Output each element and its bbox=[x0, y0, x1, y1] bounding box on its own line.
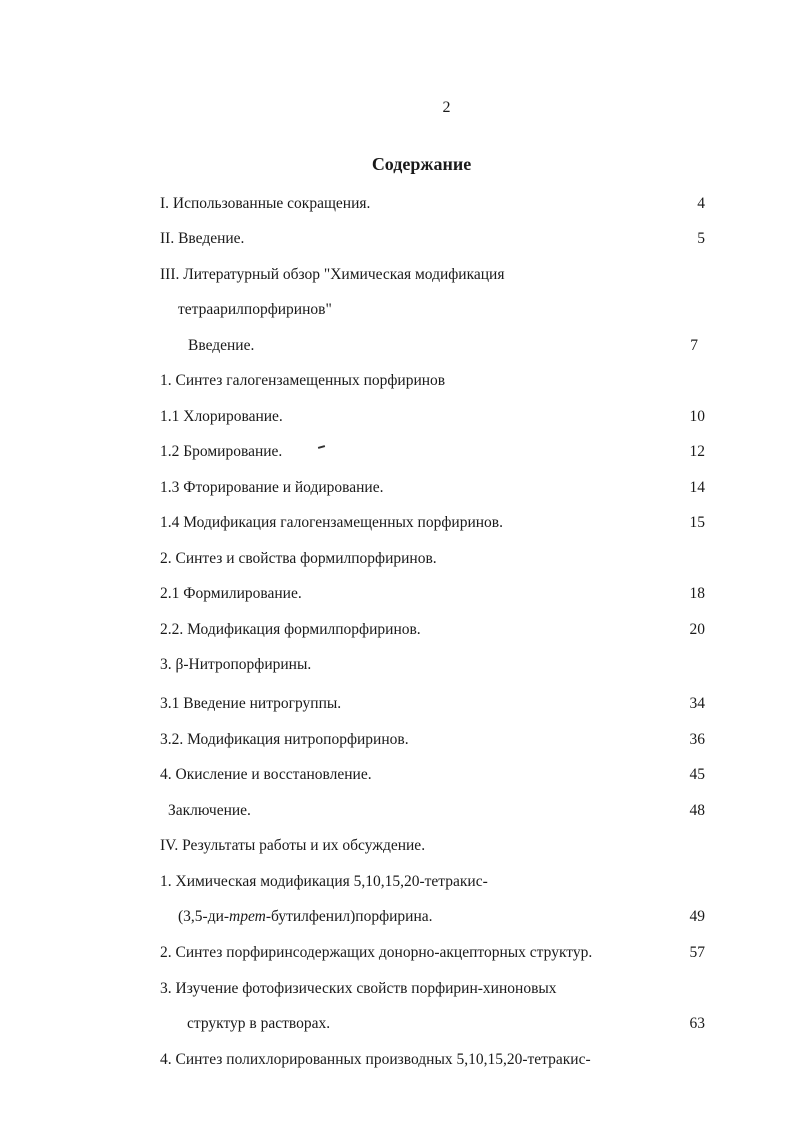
toc-entry-page: 57 bbox=[689, 944, 705, 961]
toc-entry-text: Заключение. bbox=[168, 802, 251, 819]
toc-entry bbox=[160, 228, 705, 250]
toc-entry bbox=[160, 406, 705, 428]
toc-entry-text: 3.2. Модификация нитропорфиринов. bbox=[160, 731, 409, 748]
toc-entry-page: 5 bbox=[697, 230, 705, 247]
toc-entry-text: IV. Результаты работы и их обсуждение. bbox=[160, 837, 426, 854]
toc-entry-text: 3. Изучение фотофизических свойств порфирин-хиноновых bbox=[160, 980, 557, 997]
toc-entry-page: 15 bbox=[689, 514, 705, 531]
toc-entry bbox=[187, 1013, 705, 1035]
toc-entry-text bbox=[178, 906, 433, 928]
toc-entry bbox=[160, 835, 705, 857]
toc-entry bbox=[160, 978, 705, 1000]
toc-entry bbox=[160, 370, 705, 392]
toc-entry-text: тетраарилпорфиринов" bbox=[178, 301, 332, 318]
toc-entry bbox=[160, 871, 705, 893]
toc-entry-page: 7 bbox=[690, 337, 698, 354]
toc-entry-page: 18 bbox=[689, 585, 705, 602]
toc-entry bbox=[160, 512, 705, 534]
toc-entry-page: 20 bbox=[689, 621, 705, 638]
toc-entry-text: I. Использованные сокращения. bbox=[160, 195, 371, 212]
toc-entry bbox=[178, 299, 705, 321]
page-number: 2 bbox=[442, 99, 451, 116]
toc-entry bbox=[160, 619, 705, 641]
toc-entry-page: 4 bbox=[697, 195, 705, 212]
toc-entry bbox=[160, 654, 705, 676]
toc-entry-text: 4. Синтез полихлорированных производных 5,10,15,20-тетракис- bbox=[160, 1051, 591, 1068]
page-title: Содержание bbox=[371, 154, 472, 174]
toc-entry-text-end: -бутилфенил)порфирина. bbox=[265, 908, 433, 925]
toc-entry bbox=[160, 548, 705, 570]
toc-entry bbox=[160, 693, 705, 715]
toc-entry-page: 36 bbox=[689, 731, 705, 748]
toc-entry-text-italic: трет bbox=[229, 908, 266, 925]
toc-entry bbox=[160, 1049, 705, 1071]
toc-entry-text: III. Литературный обзор "Химическая модификация bbox=[160, 266, 505, 283]
toc-entry-page: 48 bbox=[689, 802, 705, 819]
toc-entry-text-start: (3,5-ди- bbox=[178, 908, 230, 925]
toc-entry-text: 1.3 Фторирование и йодирование. bbox=[160, 479, 384, 496]
toc-entry-text: 3. β-Нитропорфирины. bbox=[160, 656, 312, 673]
toc-entry bbox=[160, 583, 705, 605]
toc-entry-page: 10 bbox=[689, 408, 705, 425]
toc-entry-page: 34 bbox=[689, 695, 705, 712]
toc-entry-text: 2.1 Формилирование. bbox=[160, 585, 302, 602]
toc-entry bbox=[160, 264, 705, 286]
toc-entry bbox=[188, 335, 698, 357]
toc-entry bbox=[160, 942, 705, 964]
toc-entry-text: 2. Синтез порфиринсодержащих донорно-акцепторных структур. bbox=[160, 944, 593, 961]
toc-entry-text: 1.4 Модификация галогензамещенных порфиринов. bbox=[160, 514, 503, 531]
toc-entry-text: 4. Окисление и восстановление. bbox=[160, 766, 372, 783]
toc-entry-page: 12 bbox=[689, 443, 705, 460]
toc-entry-page: 63 bbox=[689, 1015, 705, 1032]
toc-entry-page: 45 bbox=[689, 766, 705, 783]
toc-entry-page: 49 bbox=[689, 908, 705, 925]
toc-entry-text: 1.1 Хлорирование. bbox=[160, 408, 283, 425]
toc-entry-text: 1.2 Бромирование. bbox=[160, 443, 283, 460]
toc-entry-text: 2. Синтез и свойства формилпорфиринов. bbox=[160, 550, 437, 567]
toc-entry bbox=[160, 477, 705, 499]
toc-entry-text: 2.2. Модификация формилпорфиринов. bbox=[160, 621, 421, 638]
toc-entry-text: структур в растворах. bbox=[187, 1015, 331, 1032]
toc-entry bbox=[168, 800, 705, 822]
toc-entry bbox=[178, 906, 705, 928]
toc-entry-text: Введение. bbox=[188, 337, 255, 354]
toc-entry bbox=[160, 729, 705, 751]
toc-entry-text: 1. Химическая модификация 5,10,15,20-тетракис- bbox=[160, 873, 488, 890]
toc-entry bbox=[160, 441, 705, 463]
toc-entry-text: II. Введение. bbox=[160, 230, 245, 247]
toc-entry-page: 14 bbox=[689, 479, 705, 496]
toc-entry-text: 3.1 Введение нитрогруппы. bbox=[160, 695, 342, 712]
toc-entry bbox=[160, 764, 705, 786]
toc-entry bbox=[160, 193, 705, 215]
toc-entry-text: 1. Синтез галогензамещенных порфиринов bbox=[160, 372, 446, 389]
